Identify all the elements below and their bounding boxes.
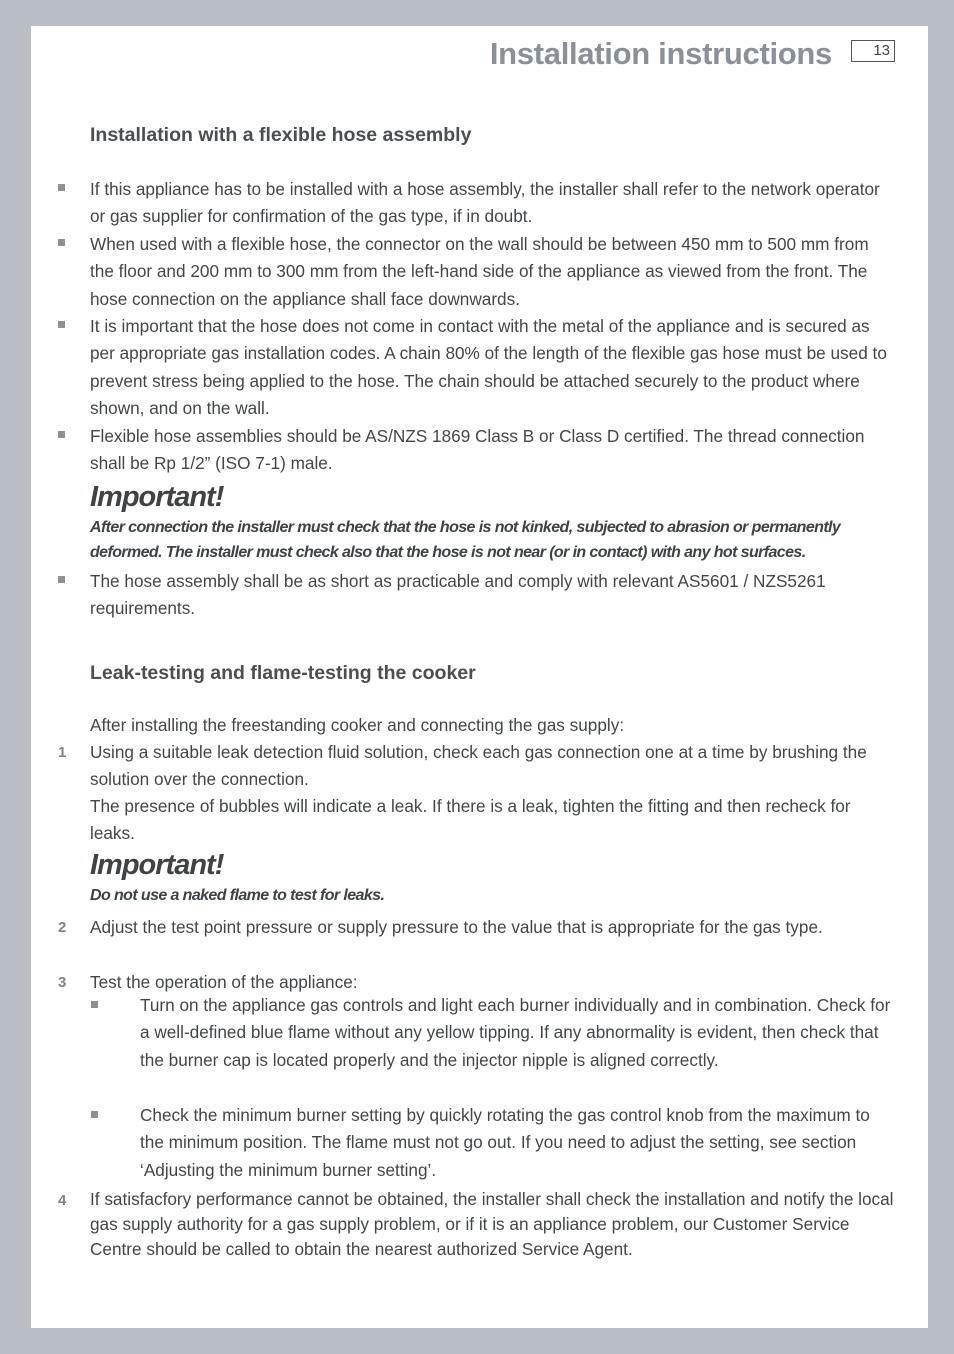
bullet-marker [58,576,65,583]
important-heading: Important! [90,849,224,881]
bullet-marker [58,321,65,328]
step-text: Test the operation of the appliance: [90,972,358,992]
step-text: Adjust the test point pressure or supply pressure to the value that is appropriate for the gas type. [90,917,823,937]
list-item: Flexible hose assemblies should be AS/NZS 1869 Class B or Class D certified. The thread connection shall be Rp 1/2” (ISO 7-1) male. [90,426,865,474]
step-number: 1 [58,744,67,761]
list-item: Check the minimum burner setting by quickly rotating the gas control knob from the maximum to the minimum position. The flame must not go out. If you need to adjust the setting, see section ‘Adjusting the minimum burner setting’. [140,1105,870,1180]
list-item: Turn on the appliance gas controls and light each burner individually and in combination. Check for a well-defined blue flame without any yellow tipping. If any abnormality is evident, then check that the burner cap is located properly and the injector nipple is aligned correctly. [140,995,891,1070]
step-text: If satisfacfory performance cannot be obtained, the installer shall check the installation and notify the local gas supply authority for a gas supply problem, or if it is an appliance problem, our Customer Service Centre should be called to obtain the nearest authorized Service Agent. [90,1189,894,1259]
page-number: 13 [851,40,895,62]
important-note: After connection the installer must check that the hose is not kinked, subjected to abrasion or permanently deformed. The installer must check also that the hose is not near (or in contact) with any hot surfaces. [90,519,841,561]
page [31,26,928,1328]
bullet-marker [91,1111,98,1118]
bullet-marker [58,184,65,191]
step-text: The presence of bubbles will indicate a leak. If there is a leak, tighten the fitting and then recheck for leaks. [90,796,851,844]
section-heading-leak-testing: Leak-testing and flame-testing the cooker [90,662,476,684]
bullet-marker [58,431,65,438]
bullet-marker [58,239,65,246]
important-heading: Important! [90,481,224,513]
step-number: 4 [58,1192,67,1209]
section-heading-flexible-hose: Installation with a flexible hose assembly [90,124,472,146]
intro-text: After installing the freestanding cooker and connecting the gas supply: [90,715,625,735]
bullet-marker [91,1001,98,1008]
step-number: 2 [58,919,67,936]
list-item: When used with a flexible hose, the connector on the wall should be between 450 mm to 500 mm from the floor and 200 mm to 300 mm from the left-hand side of the appliance as viewed from the front. The hose connection on the appliance shall face downwards. [90,234,869,309]
important-note: Do not use a naked flame to test for leaks. [90,887,385,904]
step-number: 3 [58,974,67,991]
step-text: Using a suitable leak detection fluid solution, check each gas connection one at a time by brushing the solution over the connection. [90,742,867,790]
page-title: Installation instructions [489,36,832,71]
list-item: It is important that the hose does not come in contact with the metal of the appliance and is secured as per appropriate gas installation codes. A chain 80% of the length of the flexible gas hose must be used to prevent stress being applied to the hose. The chain should be attached securely to the product where shown, and on the wall. [90,316,887,418]
list-item: If this appliance has to be installed with a hose assembly, the installer shall refer to the network operator or gas supplier for confirmation of the gas type, if in doubt. [90,179,880,227]
list-item: The hose assembly shall be as short as practicable and comply with relevant AS5601 / NZS5261 requirements. [90,571,826,619]
